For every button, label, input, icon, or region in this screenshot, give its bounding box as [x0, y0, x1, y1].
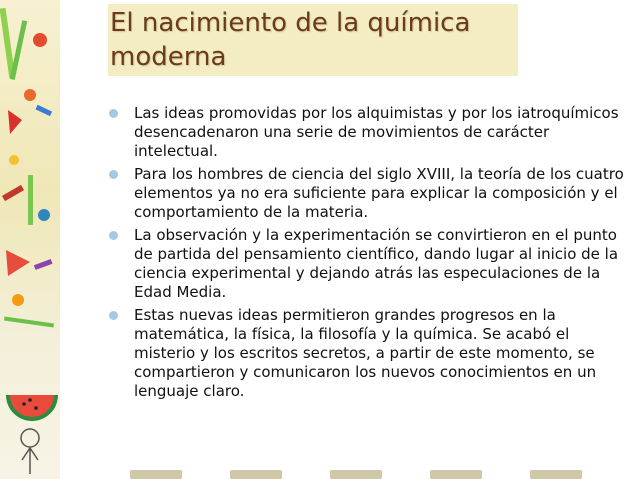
footer-mark — [330, 470, 382, 479]
footer-mark — [430, 470, 482, 479]
title-line-1: El nacimiento de la química — [110, 8, 471, 38]
footer-mark — [230, 470, 282, 479]
bullet-dot-icon — [109, 311, 118, 320]
bullet-text: Las ideas promovidas por los alquimistas y por los iatroquímicos desencadenaron una serie de movimientos de carácter intelectual. — [134, 104, 619, 160]
bullet-item — [106, 226, 626, 302]
bullet-dot-icon — [109, 109, 118, 118]
footer-decoration — [120, 470, 620, 479]
bullet-dot-icon — [109, 231, 118, 240]
bullet-item — [106, 306, 626, 401]
bullet-text: La observación y la experimentación se convirtieron en el punto de partida del pensamiento científico, dando lugar al inicio de la ciencia experimental y dejando atrás las especulaciones de la Edad Media. — [134, 226, 619, 301]
slide-title — [110, 6, 530, 74]
bullet-list — [106, 104, 626, 405]
bullet-item — [106, 104, 626, 161]
chemistry-collage-icon — [0, 0, 60, 479]
bullet-text: Para los hombres de ciencia del siglo XVIII, la teoría de los cuatro elementos ya no era suficiente para explicar la composición y el comportamiento de la materia. — [134, 165, 624, 221]
watermelon-icon — [6, 395, 58, 421]
bullet-text: Estas nuevas ideas permitieron grandes progresos en la matemática, la física, la filosofía y la química. Se acabó el misterio y los escritos secretos, a partir de este momento, se compartieron y comunicaron los nuevos conocimientos en un lenguaje claro. — [134, 306, 597, 400]
decorative-collage — [0, 0, 60, 479]
bullet-item — [106, 165, 626, 222]
title-line-2: moderna — [110, 42, 227, 72]
bullet-dot-icon — [109, 170, 118, 179]
footer-mark — [130, 470, 182, 479]
footer-mark — [530, 470, 582, 479]
